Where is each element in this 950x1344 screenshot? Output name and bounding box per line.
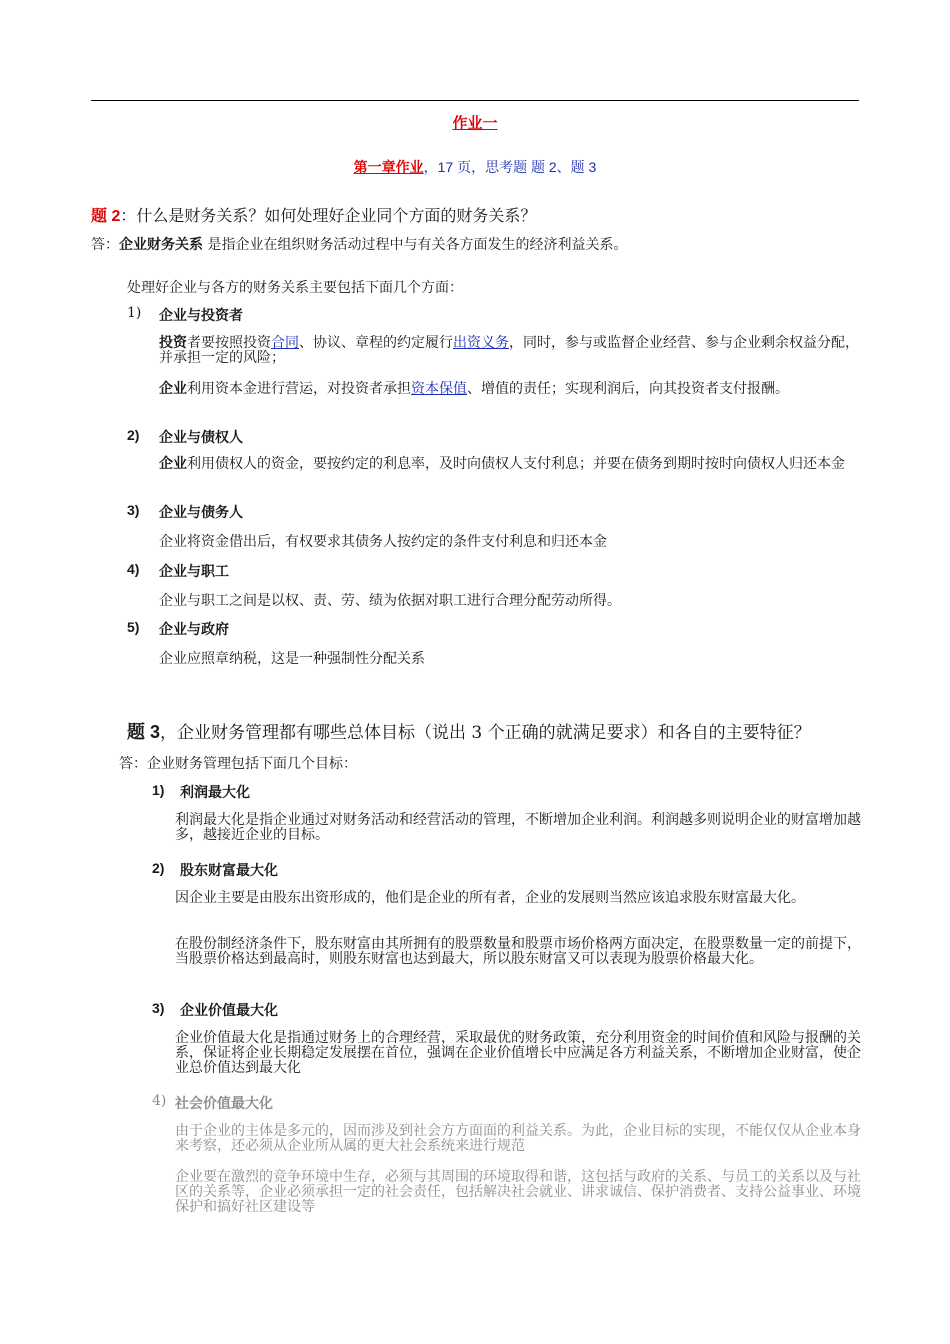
text-fragment: 利用资本金进行营运，对投资者承担: [187, 381, 411, 397]
q3-item-4-num: 4): [152, 1093, 167, 1109]
lead-word: 企业: [159, 455, 187, 471]
q2-answer-term: 企业财务关系: [119, 236, 203, 252]
q2-question: [91, 203, 536, 226]
text-fragment: ，同时，参与或监督企业经营、参与企业剩余权益分配，并承担一定的风险；: [159, 335, 859, 366]
q3-item-4-para-1: 由于企业的主体是多元的，因而涉及到社会方方面面的利益关系。为此，企业目标的实现，不能仅仅从企业本身来考察，还必须从企业所从属的更大社会系统来进行规范: [175, 1123, 861, 1154]
q2-item-3-heading: 企业与债务人: [159, 504, 243, 520]
text-fragment: 、增值的责任；实现利润后，向其投资者支付报酬。: [467, 381, 789, 397]
lead-word: 投资: [159, 334, 187, 350]
q3-question: [127, 718, 811, 744]
q2-item-1-num: 1): [127, 305, 142, 321]
q3-item-1-num: 1): [152, 782, 165, 798]
subtitle-rest: ，17 页，思考题 题 2、题 3: [423, 159, 597, 175]
q2-item-1-para-1: [159, 335, 863, 366]
q2-item-1-heading: 企业与投资者: [159, 307, 243, 323]
q2-intro: 处理好企业与各方的财务关系主要包括下面几个方面：: [127, 280, 463, 296]
q3-item-1-para: 利润最大化是指企业通过对财务活动和经营活动的管理，不断增加企业利润。利润越多则说明企业的财富增加越多，越接近企业的目标。: [175, 812, 861, 843]
q3-item-2-para-2: 在股份制经济条件下，股东财富由其所拥有的股票数量和股票市场价格两方面决定，在股票数量一定的前提下，当股票价格达到最高时，则股东财富也达到最大，所以股东财富又可以表现为股票价格最大化。: [175, 936, 861, 967]
text-fragment: 者要按照投资: [187, 335, 271, 351]
lead-word: 企业: [159, 380, 187, 396]
q3-item-2-para-1: 因企业主要是由股东出资形成的，他们是企业的所有者，企业的发展则当然应该追求股东财富最大化。: [175, 890, 805, 906]
q2-item-2-para: [159, 456, 863, 472]
q2-item-2-heading: 企业与债权人: [159, 429, 243, 445]
q2-answer-text: 是指企业在组织财务活动过程中与有关各方面发生的经济利益关系。: [203, 237, 628, 253]
q3-item-3-para: 企业价值最大化是指通过财务上的合理经营，采取最优的财务政策，充分利用资金的时间价值和风险与报酬的关系，保证将企业长期稳定发展摆在首位，强调在企业价值增长中应满足各方利益关系，不断增加企业财富，使企业总价值达到最大化: [175, 1030, 861, 1076]
link-capital-preservation[interactable]: 资本保值: [411, 381, 467, 397]
link-capital-obligation[interactable]: 出资义务: [453, 335, 509, 351]
chapter-label: 第一章作业: [353, 159, 424, 175]
page-title: 作业一: [452, 115, 498, 132]
q2-label: 题 2: [91, 208, 121, 225]
q2-item-4-text: 企业与职工之间是以权、责、劳、绩为依据对职工进行合理分配劳动所得。: [159, 593, 621, 609]
header-rule: [91, 100, 859, 101]
q2-item-2-num: 2): [127, 427, 140, 443]
q3-item-1-heading: 利润最大化: [180, 784, 250, 800]
q3-item-3-heading: 企业价值最大化: [180, 1002, 278, 1018]
q3-item-2-heading: 股东财富最大化: [180, 862, 278, 878]
q2-item-3-num: 3): [127, 502, 140, 518]
text-fragment: 利用债权人的资金，要按约定的利息率，及时向债权人支付利息；并要在债务到期时按时向债权人归还本金: [187, 456, 845, 472]
q2-item-5-text: 企业应照章纳税，这是一种强制性分配关系: [159, 651, 425, 667]
q2-item-3-text: 企业将资金借出后，有权要求其债务人按约定的条件支付利息和归还本金: [159, 534, 607, 550]
q3-item-2-num: 2): [152, 860, 165, 876]
q3-text: ，企业财务管理都有哪些总体目标（说出 3 个正确的就满足要求）和各自的主要特征？: [160, 723, 811, 743]
q2-text: ：什么是财务关系？如何处理好企业同个方面的财务关系？: [120, 206, 537, 225]
link-contract[interactable]: 合同: [271, 335, 299, 351]
q2-item-5-heading: 企业与政府: [159, 621, 229, 637]
q2-item-1-para-2: [159, 381, 863, 397]
q2-answer: [91, 234, 627, 254]
q3-label: 题 3: [127, 722, 161, 742]
q3-answer: 答：企业财务管理包括下面几个目标：: [119, 756, 357, 772]
q2-item-5-num: 5): [127, 619, 140, 635]
q2-item-4-num: 4): [127, 561, 140, 577]
q2-answer-prefix: 答：: [91, 237, 119, 253]
text-fragment: 、协议、章程的约定履行: [299, 335, 453, 351]
q3-item-4-para-2: 企业要在激烈的竞争环境中生存，必须与其周围的环境取得和谐，这包括与政府的关系、与员工的关系以及与社区的关系等，企业必须承担一定的社会责任，包括解决社会就业、讲求诚信、保护消费者、支持公益事业、环境保护和搞好社区建设等: [175, 1169, 861, 1215]
subtitle: [0, 157, 950, 177]
q3-item-4-heading: 社会价值最大化: [175, 1095, 273, 1111]
q3-item-3-num: 3): [152, 1000, 165, 1016]
q2-item-4-heading: 企业与职工: [159, 563, 229, 579]
